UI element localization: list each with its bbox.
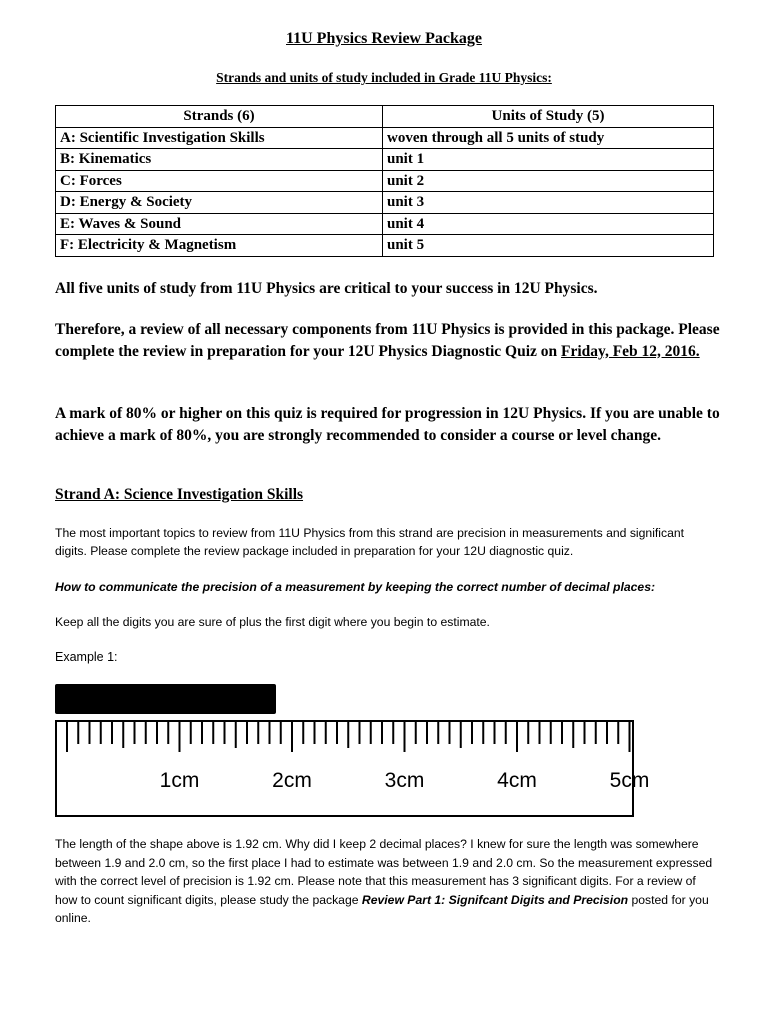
precision-rule: Keep all the digits you are sure of plus the first digit where you begin to estimate. — [55, 615, 490, 629]
page-subtitle: Strands and units of study included in Grade 11U Physics: — [216, 70, 552, 85]
table-row — [56, 127, 714, 149]
ruler-label: 2cm — [272, 769, 312, 792]
unit-cell: unit 5 — [383, 235, 714, 257]
table-header-row — [56, 106, 714, 128]
precision-subheading: How to communicate the precision of a measurement by keeping the correct number of decimal places: — [55, 580, 656, 594]
strand-cell: D: Energy & Society — [56, 192, 383, 214]
strand-cell: C: Forces — [56, 170, 383, 192]
ruler-image — [55, 720, 650, 817]
unit-cell: unit 3 — [383, 192, 714, 214]
table-row — [56, 235, 714, 257]
unit-cell: unit 4 — [383, 213, 714, 235]
strand-cell: E: Waves & Sound — [56, 213, 383, 235]
quiz-date: Friday, Feb 12, 2016. — [561, 342, 700, 360]
strand-cell: F: Electricity & Magnetism — [56, 235, 383, 257]
example-label: Example 1: — [55, 650, 118, 664]
strand-cell: A: Scientific Investigation Skills — [56, 127, 383, 149]
ruler-svg — [57, 722, 650, 815]
ruler-label: 5cm — [609, 769, 650, 792]
page-title: 11U Physics Review Package — [286, 30, 482, 47]
table-row — [56, 149, 714, 171]
strand-a-heading: Strand A: Science Investigation Skills — [55, 486, 304, 503]
unit-cell: woven through all 5 units of study — [383, 127, 714, 149]
strand-cell: B: Kinematics — [56, 149, 383, 171]
paragraph-units-critical: All five units of study from 11U Physics are critical to your success in 12U Physics. — [55, 280, 598, 297]
explanation-text: The length of the shape above is 1.92 cm. Why did I keep 2 decimal places? I knew for sure the length was somewhere between 1.9 and 2.0 cm, so the first place I had to estimate was between 1.9 and 2.0 cm. So the measurement expressed with the correct level of precision is 1.92 cm. Please note that this measurement has 3 significant digits. For a review of how to count significant digits, please study the package — [55, 837, 713, 907]
explanation-tail: posted for you online. — [55, 892, 709, 925]
measurement-explanation — [55, 835, 715, 928]
measured-shape — [55, 684, 276, 714]
review-text: Therefore, a review of all necessary components from 11U Physics is provided in this package. Please complete the review in preparation for your 12U Physics Diagnostic Quiz on — [55, 321, 720, 360]
ruler-label: 3cm — [384, 769, 425, 792]
ruler-label: 4cm — [497, 769, 537, 792]
paragraph-mark-requirement: A mark of 80% or higher on this quiz is required for progression in 12U Physics. If you are unable to achieve a mark of 80%, you are strongly recommended to consider a course or level change. — [55, 405, 720, 444]
strand-intro: The most important topics to review from 11U Physics from this strand are precision in measurements and significant digits. Please complete the review package included in preparation for your 12U diagnostic quiz. — [55, 526, 685, 558]
table-row — [56, 170, 714, 192]
table-row — [56, 192, 714, 214]
paragraph-review-provided — [55, 319, 720, 362]
table-row — [56, 213, 714, 235]
table-header-strands: Strands (6) — [56, 106, 383, 128]
table-header-units: Units of Study (5) — [383, 106, 714, 128]
review-package-reference: Review Part 1: Signifcant Digits and Precision — [361, 892, 629, 907]
strands-table — [55, 105, 714, 257]
unit-cell: unit 1 — [383, 149, 714, 171]
unit-cell: unit 2 — [383, 170, 714, 192]
ruler-label: 1cm — [159, 769, 200, 792]
